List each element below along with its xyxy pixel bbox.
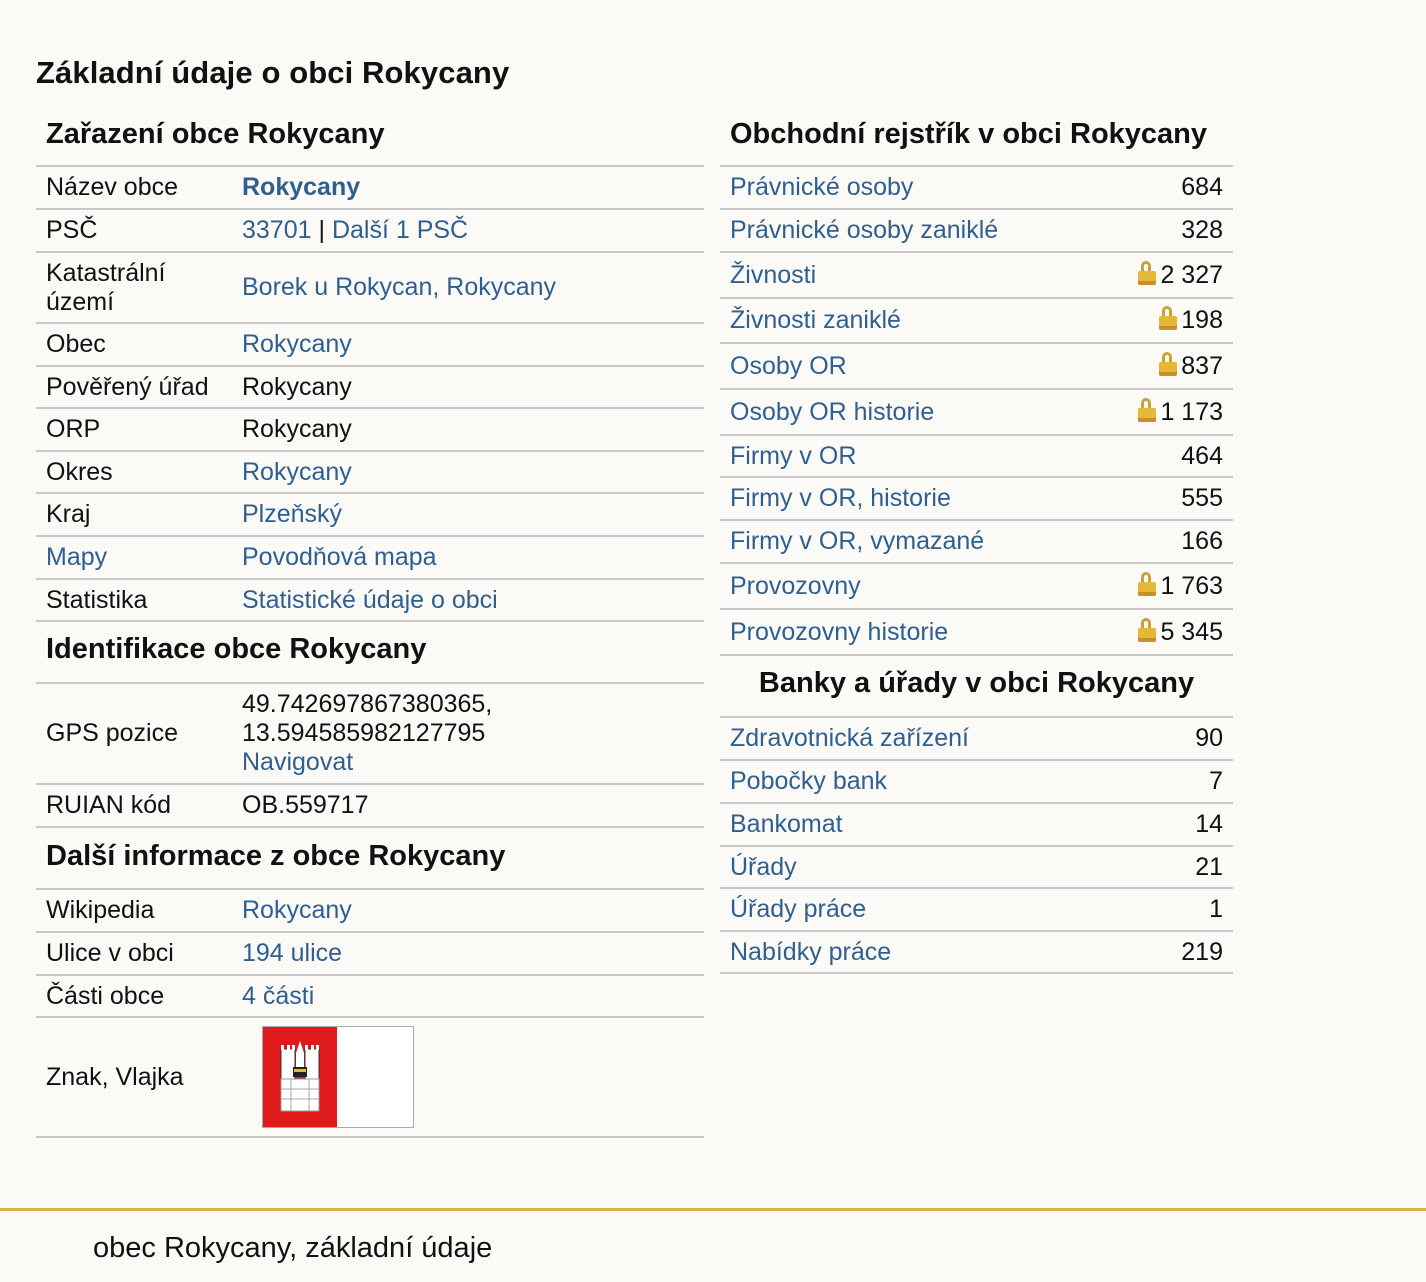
- table-row: [36, 684, 704, 784]
- firmy-or-historie-value: 555: [1096, 477, 1233, 520]
- wiki-label: Wikipedia: [36, 890, 232, 932]
- pravnicke-osoby-zanikle-value: 328: [1096, 209, 1233, 252]
- obchodni-table: [720, 167, 1233, 656]
- psc-label: PSČ: [36, 209, 232, 252]
- casti-label: Části obce: [36, 975, 232, 1017]
- wiki-link[interactable]: Rokycany: [242, 896, 352, 924]
- ruian-value: OB.559717: [232, 784, 704, 827]
- katastr-label: Katastrální území: [36, 252, 232, 323]
- osoby-or-historie-link[interactable]: Osoby OR historie: [730, 397, 935, 426]
- pravnicke-osoby-value: 684: [1096, 167, 1233, 209]
- statistika-label: Statistika: [36, 579, 232, 621]
- nazev-label: Název obce: [36, 167, 232, 209]
- pravnicke-osoby-link[interactable]: Právnické osoby: [730, 173, 914, 201]
- table-row: [720, 298, 1233, 343]
- mapy-link[interactable]: Mapy: [46, 543, 108, 571]
- psc-separator: |: [318, 216, 325, 244]
- footer-divider: [0, 1208, 1426, 1211]
- zivnosti-zanikle-value: 198: [1181, 306, 1223, 334]
- table-row: [720, 435, 1233, 477]
- statistika-link[interactable]: Statistické údaje o obci: [242, 585, 498, 614]
- section-title-identifikace: Identifikace obce Rokycany: [36, 622, 704, 684]
- table-row: [36, 975, 704, 1017]
- pobocky-bank-link[interactable]: Pobočky bank: [730, 767, 888, 795]
- table-row: [720, 760, 1233, 803]
- table-row: [720, 803, 1233, 846]
- orp-label: ORP: [36, 408, 232, 451]
- table-row: [720, 252, 1233, 298]
- provozovny-link[interactable]: Provozovny: [730, 571, 861, 600]
- provozovny-historie-value: 5 345: [1160, 617, 1223, 646]
- pravnicke-osoby-zanikle-link[interactable]: Právnické osoby zaniklé: [730, 216, 999, 244]
- gps-lon: 13.594585982127795: [242, 719, 486, 747]
- nabidky-prace-link[interactable]: Nabídky práce: [730, 937, 892, 966]
- section-title-zarazeni: Zařazení obce Rokycany: [36, 112, 704, 167]
- gps-label: GPS pozice: [36, 684, 232, 784]
- nabidky-prace-value: 219: [1134, 931, 1233, 973]
- left-column: [36, 112, 704, 1138]
- table-row: [36, 784, 704, 827]
- pobocky-bank-value: 7: [1134, 760, 1233, 803]
- table-row: [720, 609, 1233, 655]
- section-title-banky: Banky a úřady v obci Rokycany: [720, 656, 1233, 718]
- ulice-link[interactable]: 194 ulice: [242, 939, 343, 967]
- firmy-or-vymazane-value: 166: [1096, 520, 1233, 563]
- znak-label: Znak, Vlajka: [36, 1017, 232, 1137]
- table-row: [720, 477, 1233, 520]
- table-row: [720, 718, 1233, 760]
- zdravotnicka-zarizeni-link[interactable]: Zdravotnická zařízení: [730, 724, 969, 752]
- obec-link[interactable]: Rokycany: [242, 330, 352, 358]
- identifikace-table: [36, 684, 704, 828]
- lock-icon: [1138, 398, 1156, 422]
- gps-lat: 49.742697867380365,: [242, 690, 493, 718]
- osoby-or-historie-value: 1 173: [1160, 397, 1223, 426]
- katastr-link-borek[interactable]: Borek u Rokycan: [242, 273, 433, 301]
- table-row: [36, 536, 704, 579]
- zivnosti-value: 2 327: [1160, 260, 1223, 289]
- table-row: [720, 389, 1233, 435]
- table-row: [36, 579, 704, 621]
- banky-table: [720, 718, 1233, 974]
- zivnosti-link[interactable]: Živnosti: [730, 260, 817, 289]
- table-row: [720, 563, 1233, 609]
- kraj-link[interactable]: Plzeňský: [242, 500, 343, 528]
- navigovat-link[interactable]: Navigovat: [242, 748, 354, 776]
- zivnosti-zanikle-link[interactable]: Živnosti zaniklé: [730, 306, 901, 334]
- poverny-label: Pověřený úřad: [36, 366, 232, 408]
- casti-link[interactable]: 4 části: [242, 981, 315, 1010]
- zarazeni-table: [36, 167, 704, 622]
- page-title: Základní údaje o obci Rokycany: [36, 55, 510, 90]
- kraj-label: Kraj: [36, 493, 232, 536]
- firmy-or-historie-link[interactable]: Firmy v OR, historie: [730, 484, 951, 512]
- table-row: [720, 931, 1233, 973]
- okres-link[interactable]: Rokycany: [242, 457, 352, 486]
- bankomat-link[interactable]: Bankomat: [730, 810, 843, 838]
- right-column: [720, 112, 1233, 974]
- dalsi-table: [36, 890, 704, 1138]
- katastr-separator: ,: [432, 273, 440, 301]
- orp-value: Rokycany: [232, 408, 704, 451]
- table-row: [36, 890, 704, 932]
- urady-prace-link[interactable]: Úřady práce: [730, 895, 867, 923]
- flag-icon: [337, 1027, 413, 1127]
- table-row: [720, 209, 1233, 252]
- osoby-or-link[interactable]: Osoby OR: [730, 351, 847, 380]
- psc-link[interactable]: 33701: [242, 216, 312, 244]
- coat-and-flag: [262, 1026, 414, 1128]
- urady-prace-value: 1: [1134, 888, 1233, 931]
- ulice-label: Ulice v obci: [36, 932, 232, 975]
- provozovny-value: 1 763: [1160, 571, 1223, 600]
- table-row: [720, 888, 1233, 931]
- osoby-or-value: 837: [1181, 351, 1223, 380]
- table-row: [36, 167, 704, 209]
- table-row: [36, 323, 704, 366]
- nazev-link[interactable]: Rokycany: [242, 173, 361, 201]
- lock-icon: [1138, 618, 1156, 642]
- table-row: [36, 209, 704, 252]
- provozovny-historie-link[interactable]: Provozovny historie: [730, 617, 949, 646]
- zdravotnicka-zarizeni-value: 90: [1134, 718, 1233, 760]
- table-row: [36, 408, 704, 451]
- lock-icon: [1159, 306, 1177, 330]
- table-row: [36, 493, 704, 536]
- table-row: [36, 252, 704, 323]
- table-row: [720, 846, 1233, 888]
- katastr-link-rokycany[interactable]: Rokycany: [446, 273, 557, 301]
- table-row: [720, 167, 1233, 209]
- section-title-dalsi: Další informace z obce Rokycany: [36, 828, 704, 890]
- psc-more-link[interactable]: Další 1 PSČ: [331, 216, 469, 244]
- obec-label: Obec: [36, 323, 232, 366]
- coat-of-arms-icon: [263, 1027, 337, 1127]
- urady-value: 21: [1134, 846, 1233, 888]
- lock-icon: [1159, 352, 1177, 376]
- table-row: [36, 451, 704, 493]
- firmy-or-vymazane-link[interactable]: Firmy v OR, vymazané: [730, 527, 985, 555]
- bankomat-value: 14: [1134, 803, 1233, 846]
- table-row: [36, 932, 704, 975]
- section-title-obchodni: Obchodní rejstřík v obci Rokycany: [720, 112, 1233, 167]
- ruian-label: RUIAN kód: [36, 784, 232, 827]
- lock-icon: [1138, 261, 1156, 285]
- table-row: [36, 1017, 704, 1137]
- okres-label: Okres: [36, 451, 232, 493]
- firmy-or-link[interactable]: Firmy v OR: [730, 441, 857, 470]
- urady-link[interactable]: Úřady: [730, 852, 797, 881]
- firmy-or-value: 464: [1096, 435, 1233, 477]
- lock-icon: [1138, 572, 1156, 596]
- table-row: [720, 520, 1233, 563]
- table-row: [720, 343, 1233, 389]
- poverny-value: Rokycany: [232, 366, 704, 408]
- footer-text: obec Rokycany, základní údaje: [93, 1232, 493, 1264]
- povodnova-mapa-link[interactable]: Povodňová mapa: [242, 543, 437, 571]
- table-row: [36, 366, 704, 408]
